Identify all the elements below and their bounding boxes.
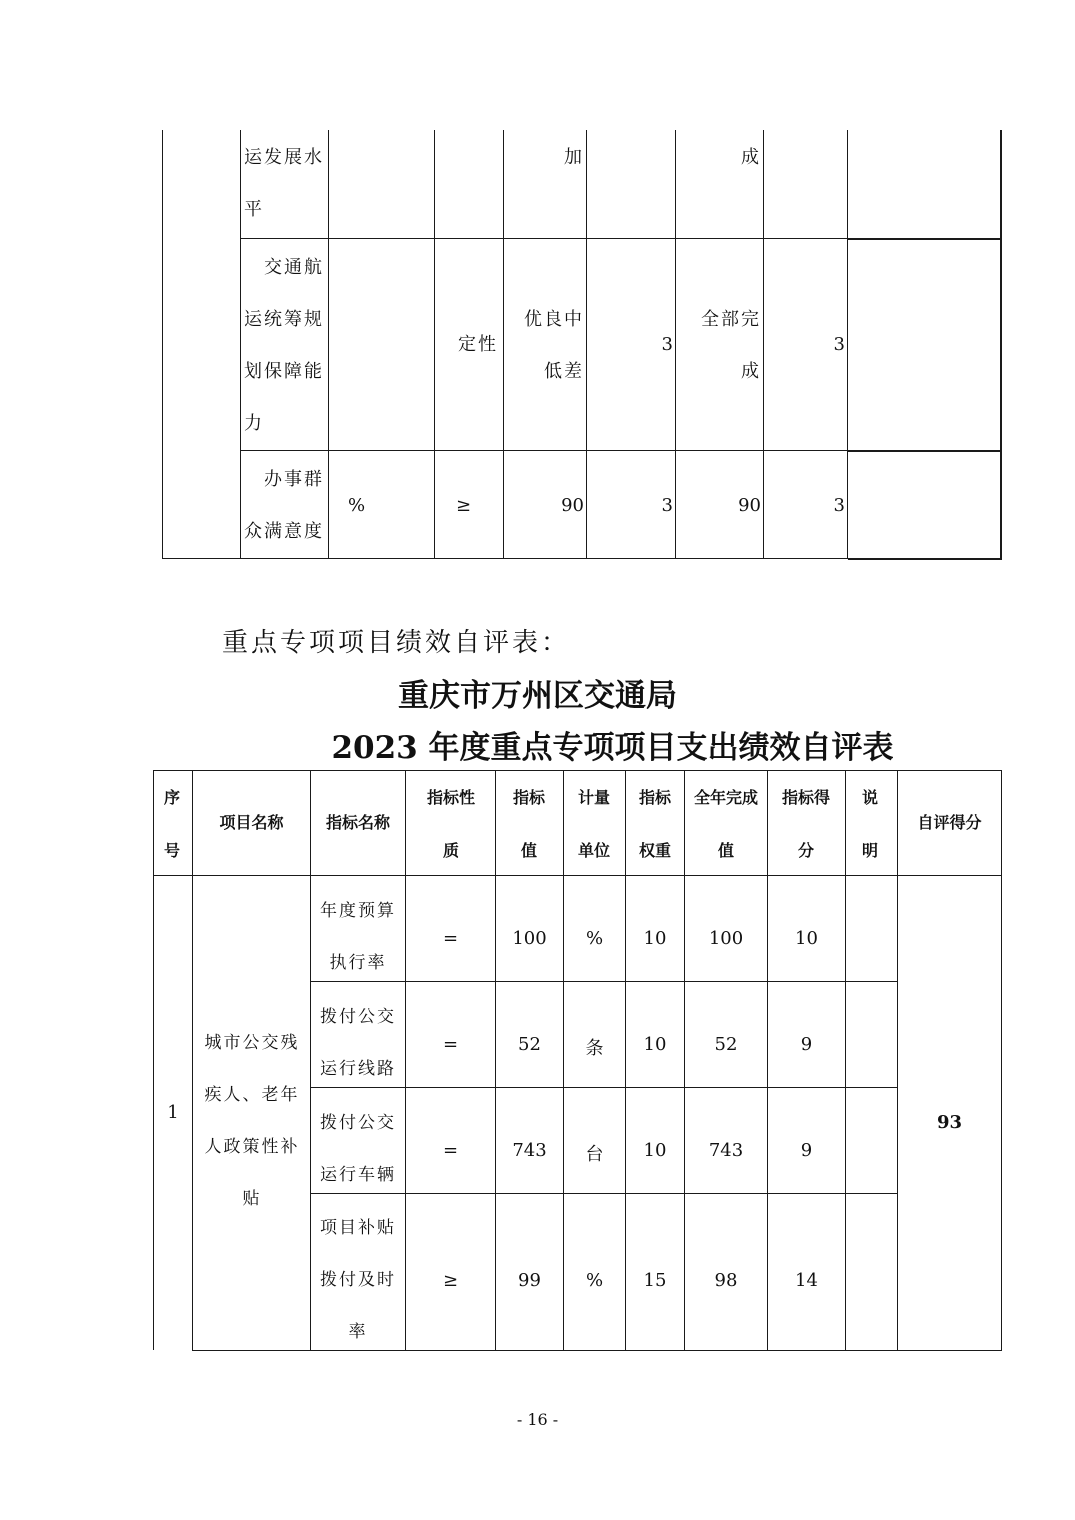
row1-nature: = — [442, 928, 459, 949]
row3-indicator: 拨付公交运行车辆 — [320, 1113, 396, 1185]
top-row2-indicator: 交通航运统筹规划保障能力 — [244, 257, 324, 434]
row1-unit: % — [585, 928, 604, 949]
top-row2-score: 3 — [833, 334, 845, 355]
row4-nature: ≥ — [442, 1270, 459, 1291]
page-number: - 16 - — [516, 1410, 559, 1429]
row3-actual: 743 — [708, 1140, 744, 1161]
row1-indicator: 年度预算执行率 — [320, 901, 396, 973]
row4-score: 14 — [795, 1270, 818, 1291]
doc-title-org: 重庆市万州区交通局 — [398, 678, 677, 714]
col-header-weight: 指标权重 — [638, 788, 671, 860]
col-header-nature: 指标性质 — [426, 788, 475, 860]
row1-score: 10 — [795, 928, 818, 949]
row2-nature: = — [442, 1034, 459, 1055]
top-row1-actual: 成 — [741, 147, 761, 168]
top-row3-weight: 3 — [661, 495, 673, 516]
project-name: 城市公交残疾人、老年人政策性补贴 — [204, 1033, 300, 1209]
row2-indicator: 拨付公交运行线路 — [320, 1007, 396, 1079]
col-header-score: 指标得分 — [781, 788, 830, 860]
row2-score: 9 — [800, 1034, 813, 1055]
row4-value: 99 — [518, 1270, 541, 1291]
row2-weight: 10 — [643, 1034, 667, 1055]
row3-unit: 台 — [585, 1144, 604, 1165]
top-row2-weight: 3 — [661, 334, 673, 355]
top-row3-indicator: 办事群众满意度 — [244, 469, 324, 542]
top-row3-nature: ≥ — [456, 495, 474, 516]
row2-unit: 条 — [585, 1038, 604, 1059]
row2-value: 52 — [518, 1034, 541, 1055]
col-header-actual: 全年完成值 — [693, 788, 758, 860]
row3-score: 9 — [800, 1140, 813, 1161]
row1-actual: 100 — [708, 928, 744, 949]
row4-weight: 15 — [643, 1270, 667, 1291]
top-row3-unit: % — [348, 495, 368, 516]
col-header-indicator: 指标名称 — [325, 813, 390, 832]
top-row3-actual: 90 — [738, 495, 761, 516]
col-header-project: 项目名称 — [219, 813, 284, 832]
row3-value: 743 — [512, 1140, 547, 1161]
top-row3-target: 90 — [561, 495, 584, 516]
row4-indicator: 项目补贴拨付及时率 — [320, 1218, 396, 1342]
row3-weight: 10 — [643, 1140, 667, 1161]
col-header-seq: 序号 — [163, 788, 180, 860]
section-intro: 重点专项项目绩效自评表： — [222, 628, 571, 658]
col-header-self-score: 自评得分 — [917, 813, 982, 832]
top-row2-nature: 定性 — [458, 334, 498, 355]
col-header-note: 说明 — [861, 788, 878, 860]
row3-nature: = — [442, 1140, 459, 1161]
col-header-unit: 计量单位 — [577, 788, 610, 860]
self-score-value: 93 — [936, 1112, 963, 1133]
top-row1-indicator: 运发展水平 — [244, 147, 324, 220]
row1-value: 100 — [512, 928, 547, 949]
row4-actual: 98 — [714, 1270, 738, 1291]
row1-weight: 10 — [643, 928, 667, 949]
top-row2-actual: 全部完成 — [701, 309, 761, 382]
row2-actual: 52 — [714, 1034, 738, 1055]
row4-unit: % — [585, 1270, 604, 1291]
top-row1-target: 加 — [564, 147, 584, 168]
doc-title-table: 2023 年度重点专项项目支出绩效自评表 — [331, 730, 894, 766]
row-seq: 1 — [167, 1102, 179, 1123]
top-row2-target: 优良中低差 — [524, 309, 584, 382]
top-row3-score: 3 — [833, 495, 845, 516]
col-header-value: 指标值 — [512, 788, 545, 860]
